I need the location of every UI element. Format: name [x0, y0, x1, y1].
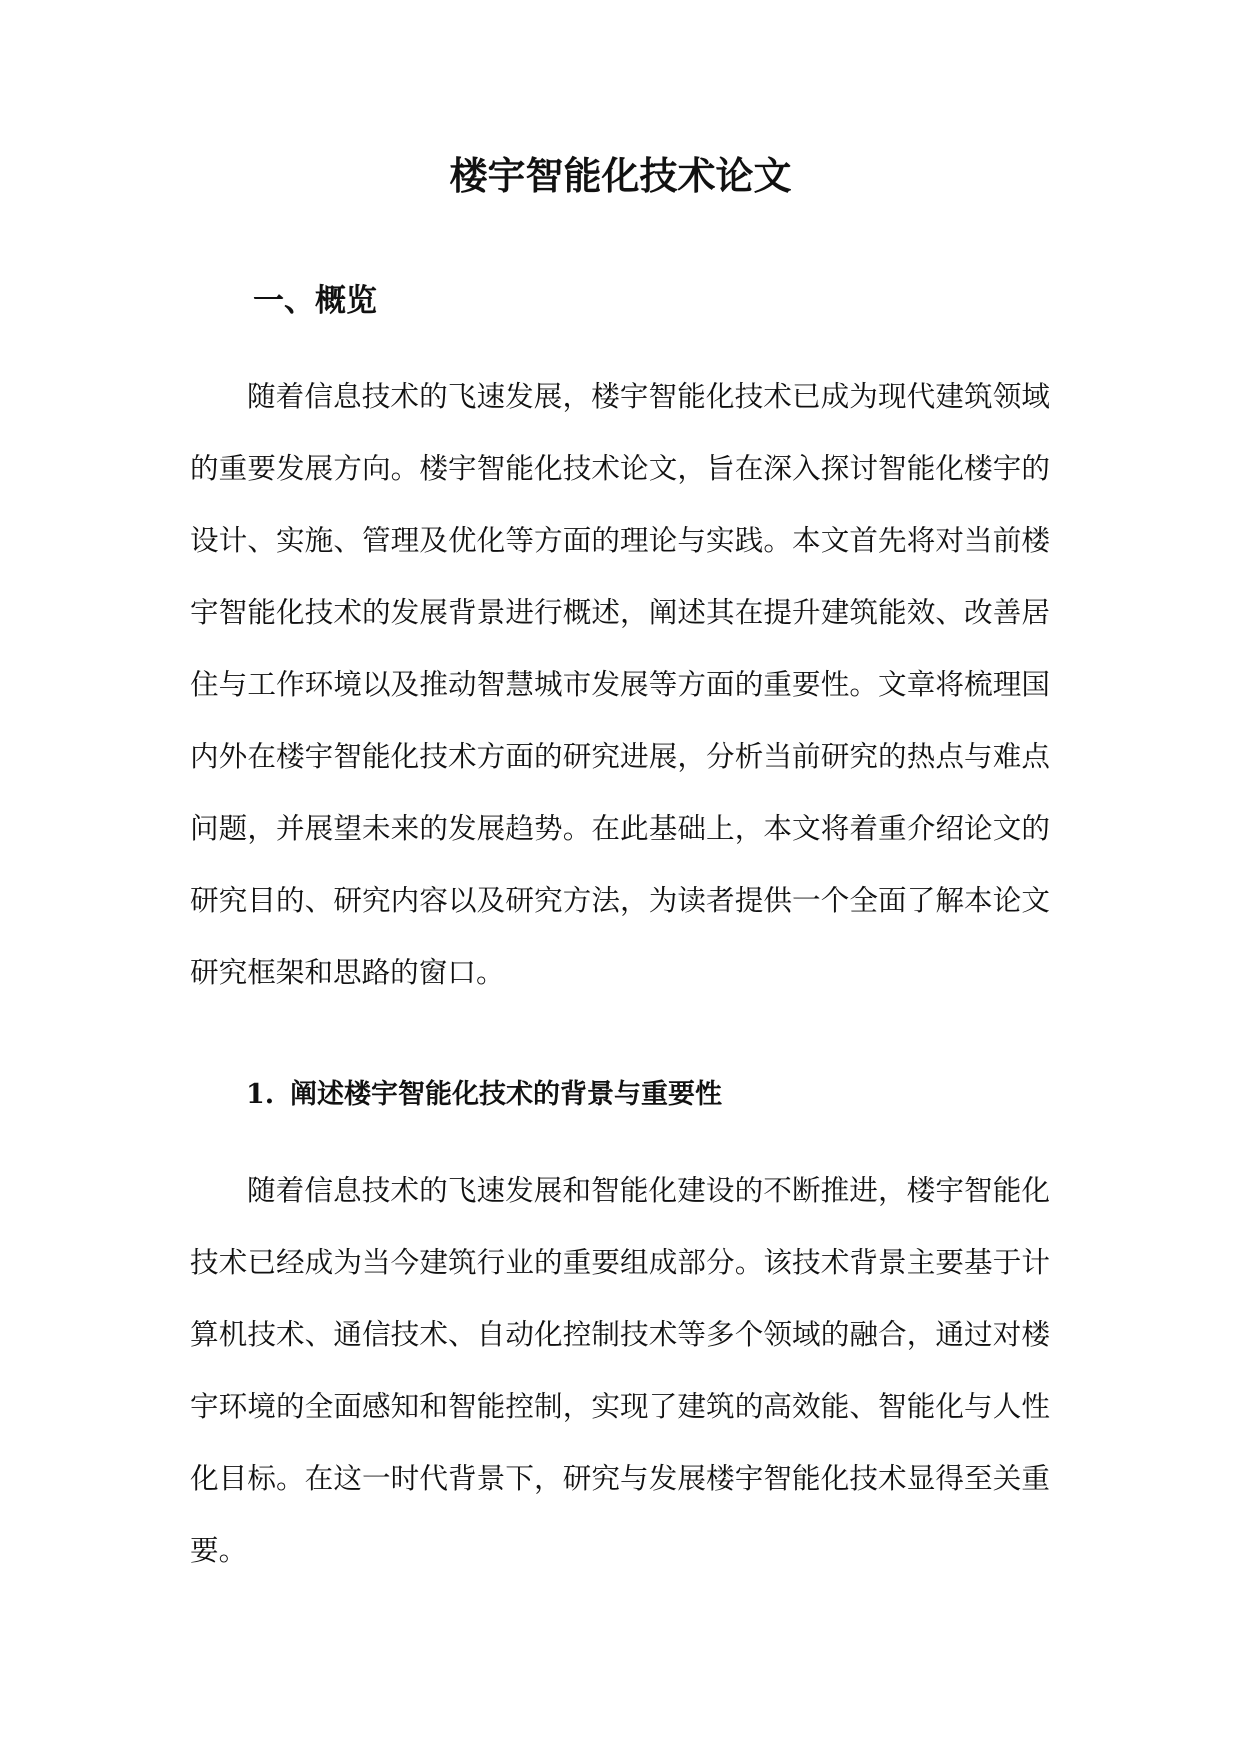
overview-paragraph: 随着信息技术的飞速发展，楼宇智能化技术已成为现代建筑领域的重要发展方向。楼宇智能化技术论文，旨在深入探讨智能化楼宇的设计、实施、管理及优化等方面的理论与实践。本文首先将对当前楼宇智能化技术的发展背景进行概述，阐述其在提升建筑能效、改善居住与工作环境以及推动智慧城市发展等方面的重要性。文章将梳理国内外在楼宇智能化技术方面的研究进展，分析当前研究的热点与难点问题，并展望未来的发展趋势。在此基础上，本文将着重介绍论文的研究目的、研究内容以及研究方法，为读者提供一个全面了解本论文研究框架和思路的窗口。: [190, 379, 1050, 989]
document-title: 楼宇智能化技术论文: [449, 153, 792, 198]
subsection-number: 1.: [246, 1079, 275, 1110]
background-paragraph: 随着信息技术的飞速发展和智能化建设的不断推进，楼宇智能化技术已经成为当今建筑行业的重要组成部分。该技术背景主要基于计算机技术、通信技术、自动化控制技术等多个领域的融合，通过对楼宇环境的全面感知和智能控制，实现了建筑的高效能、智能化与人性化目标。在这一时代背景下，研究与发展楼宇智能化技术显得至关重要。: [190, 1173, 1050, 1567]
subsection-heading-background: [246, 1073, 722, 1117]
section-heading-overview: 一、概览: [253, 283, 377, 319]
subsection-heading-text: 阐述楼宇智能化技术的背景与重要性: [290, 1079, 722, 1110]
